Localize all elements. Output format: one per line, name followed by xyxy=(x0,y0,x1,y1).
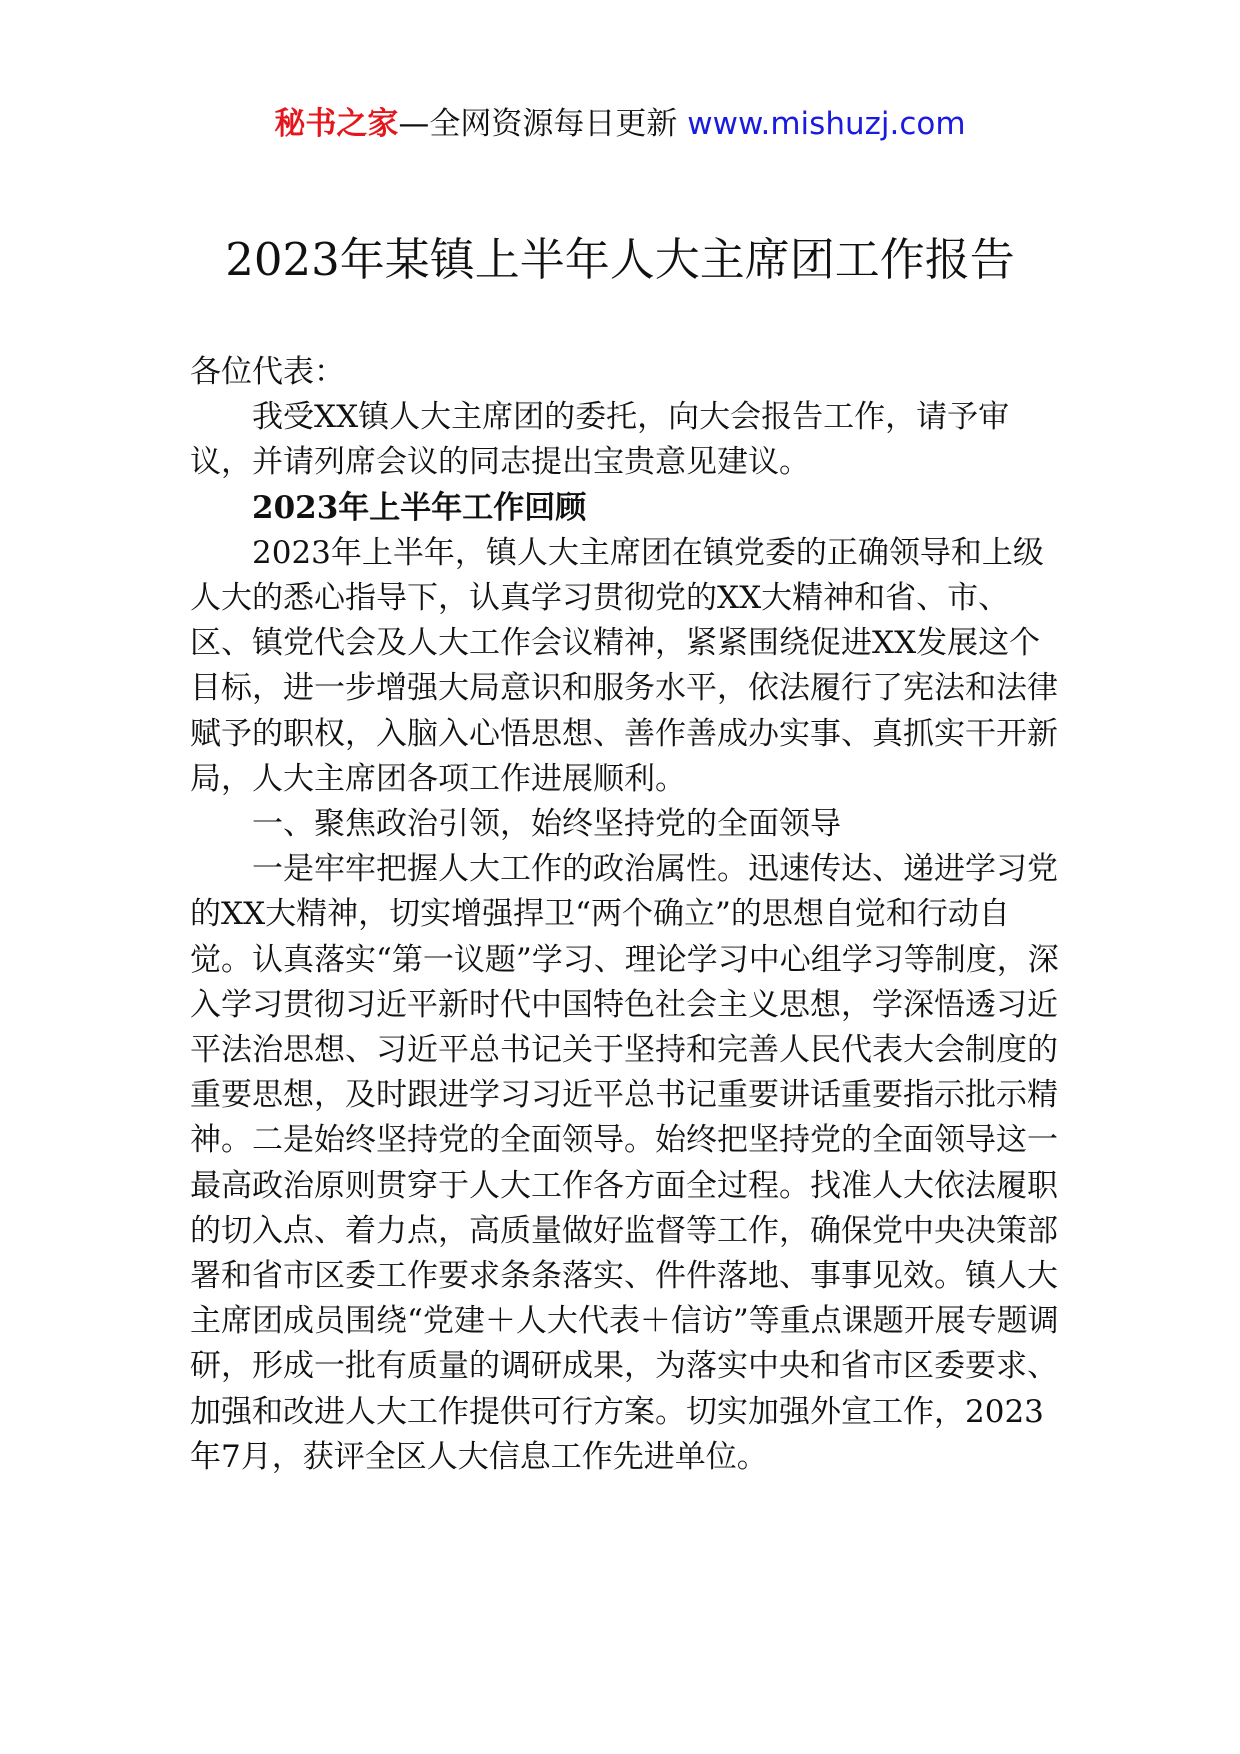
site-banner xyxy=(0,102,1240,146)
document-body xyxy=(190,350,1070,1480)
overview-paragraph: 2023年上半年，镇人大主席团在镇党委的正确领导和上级人大的悉心指导下，认真学习贯彻党的XX大精神和省、市、区、镇党代会及人大工作会议精神，紧紧围绕促进XX发展这个目标，进一步增强大局意识和服务水平，依法履行了宪法和法律赋予的职权，入脑入心悟思想、善作善成办实事、真抓实干开新局，人大主席团各项工作进展顺利。 xyxy=(190,534,1058,797)
subheading-1: 一、聚焦政治引领，始终坚持党的全面领导 xyxy=(252,806,841,843)
intro-paragraph: 我受XX镇人大主席团的委托，向大会报告工作，请予审议，并请列席会议的同志提出宝贵意见建议。 xyxy=(190,399,1010,481)
document-title: 2023年某镇上半年人大主席团工作报告 xyxy=(225,233,1015,286)
salutation: 各位代表： xyxy=(190,354,345,390)
site-url-link[interactable]: www.mishuzj.com xyxy=(687,106,966,142)
brand-name: 秘书之家 xyxy=(274,106,399,142)
site-slogan: —全网资源每日更新 xyxy=(398,106,678,142)
paragraph-1: 一是牢牢把握人大工作的政治属性。迅速传达、递进学习党的XX大精神，切实增强捍卫“两个确立”的思想自觉和行动自觉。认真落实“第一议题”学习、理论学习中心组学习等制度，深入学习贯彻习近平新时代中国特色社会主义思想，学深悟透习近平法治思想、习近平总书记关于坚持和完善人民代表大会制度的重要思想，及时跟进学习习近平总书记重要讲话重要指示批示精神。二是始终坚持党的全面领导。始终把坚持党的全面领导这一最高政治原则贯穿于人大工作各方面全过程。找准人大依法履职的切入点、着力点，高质量做好监督等工作，确保党中央决策部署和省市区委工作要求条条落实、件件落地、事事见效。镇人大主席团成员围绕“党建＋人大代表＋信访”等重点课题开展专题调研，形成一批有质量的调研成果，为落实中央和省市区委要求、加强和改进人大工作提供可行方案。切实加强外宣工作，2023年7月，获评全区人大信息工作先进单位。 xyxy=(190,851,1059,1475)
section-heading: 2023年上半年工作回顾 xyxy=(252,489,587,526)
